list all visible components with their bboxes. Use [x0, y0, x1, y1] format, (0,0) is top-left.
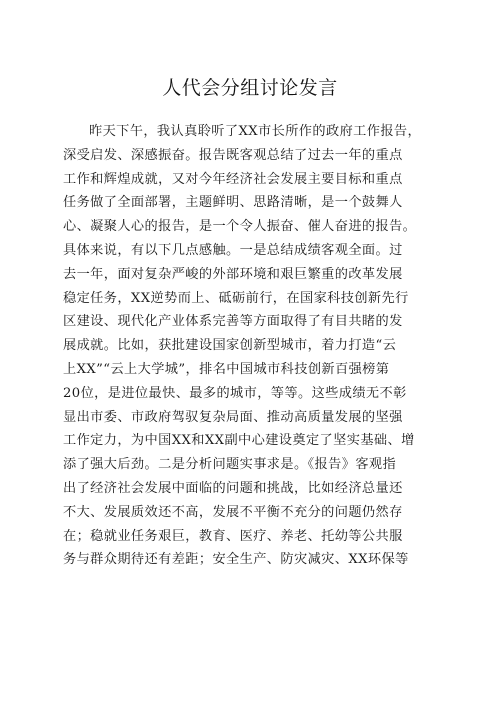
paragraph-line: 昨天下午，我认真聆听了XX市长所作的政府工作报告， — [89, 124, 422, 139]
paragraph-line: 区建设、现代化产业体系完善等方面取得了有目共睹的发 — [63, 314, 403, 330]
paragraph-line: 工作定力，为中国XX和XX副中心建设奠定了坚实基础、增 — [63, 433, 415, 449]
paragraph-line: 任务做了全面部署，主题鲜明、思路清晰，是一个鼓舞人 — [63, 195, 403, 211]
paragraph-line: 工作和辉煌成就，又对今年经济社会发展主要目标和重点 — [63, 171, 403, 187]
document-body — [63, 120, 440, 572]
paragraph-line: 务与群众期待还有差距；安全生产、防灾减灾、XX环保等 — [63, 552, 409, 568]
paragraph-line: 在；稳就业任务艰巨，教育、医疗、养老、托幼等公共服 — [63, 528, 403, 544]
paragraph-line: 添了强大后劲。二是分析问题实事求是。《报告》客观指 — [63, 457, 397, 473]
paragraph-line: 显出市委、市政府驾驭复杂局面、推动高质量发展的坚强 — [63, 409, 403, 425]
paragraph-line: 具体来说，有以下几点感触。一是总结成绩客观全面。过 — [63, 242, 403, 258]
paragraph-line: 展成就。比如，获批建设国家创新型城市，着力打造“云 — [63, 338, 397, 354]
paragraph-line: 20位，是进位最快、最多的城市，等等。这些成绩无不彰 — [63, 385, 407, 401]
paragraph-line: 稳定任务，XX逆势而上、砥砺前行，在国家科技创新先行 — [63, 290, 409, 306]
paragraph-line: 深受启发、深感振奋。报告既客观总结了过去一年的重点 — [63, 147, 403, 163]
paragraph-line: 出了经济社会发展中面临的问题和挑战，比如经济总量还 — [63, 480, 403, 496]
paragraph-line: 去一年，面对复杂严峻的外部环境和艰巨繁重的改革发展 — [63, 266, 403, 282]
paragraph-line: 心、凝聚人心的报告，是一个令人振奋、催人奋进的报告。 — [63, 219, 417, 235]
paragraph-line: 不大、发展质效还不高，发展不平衡不充分的问题仍然存 — [63, 504, 403, 520]
document-title: 人代会分组讨论发言 — [162, 77, 338, 99]
paragraph-line: 上XX”“云上大学城”，排名中国城市科技创新百强榜第 — [63, 361, 390, 377]
